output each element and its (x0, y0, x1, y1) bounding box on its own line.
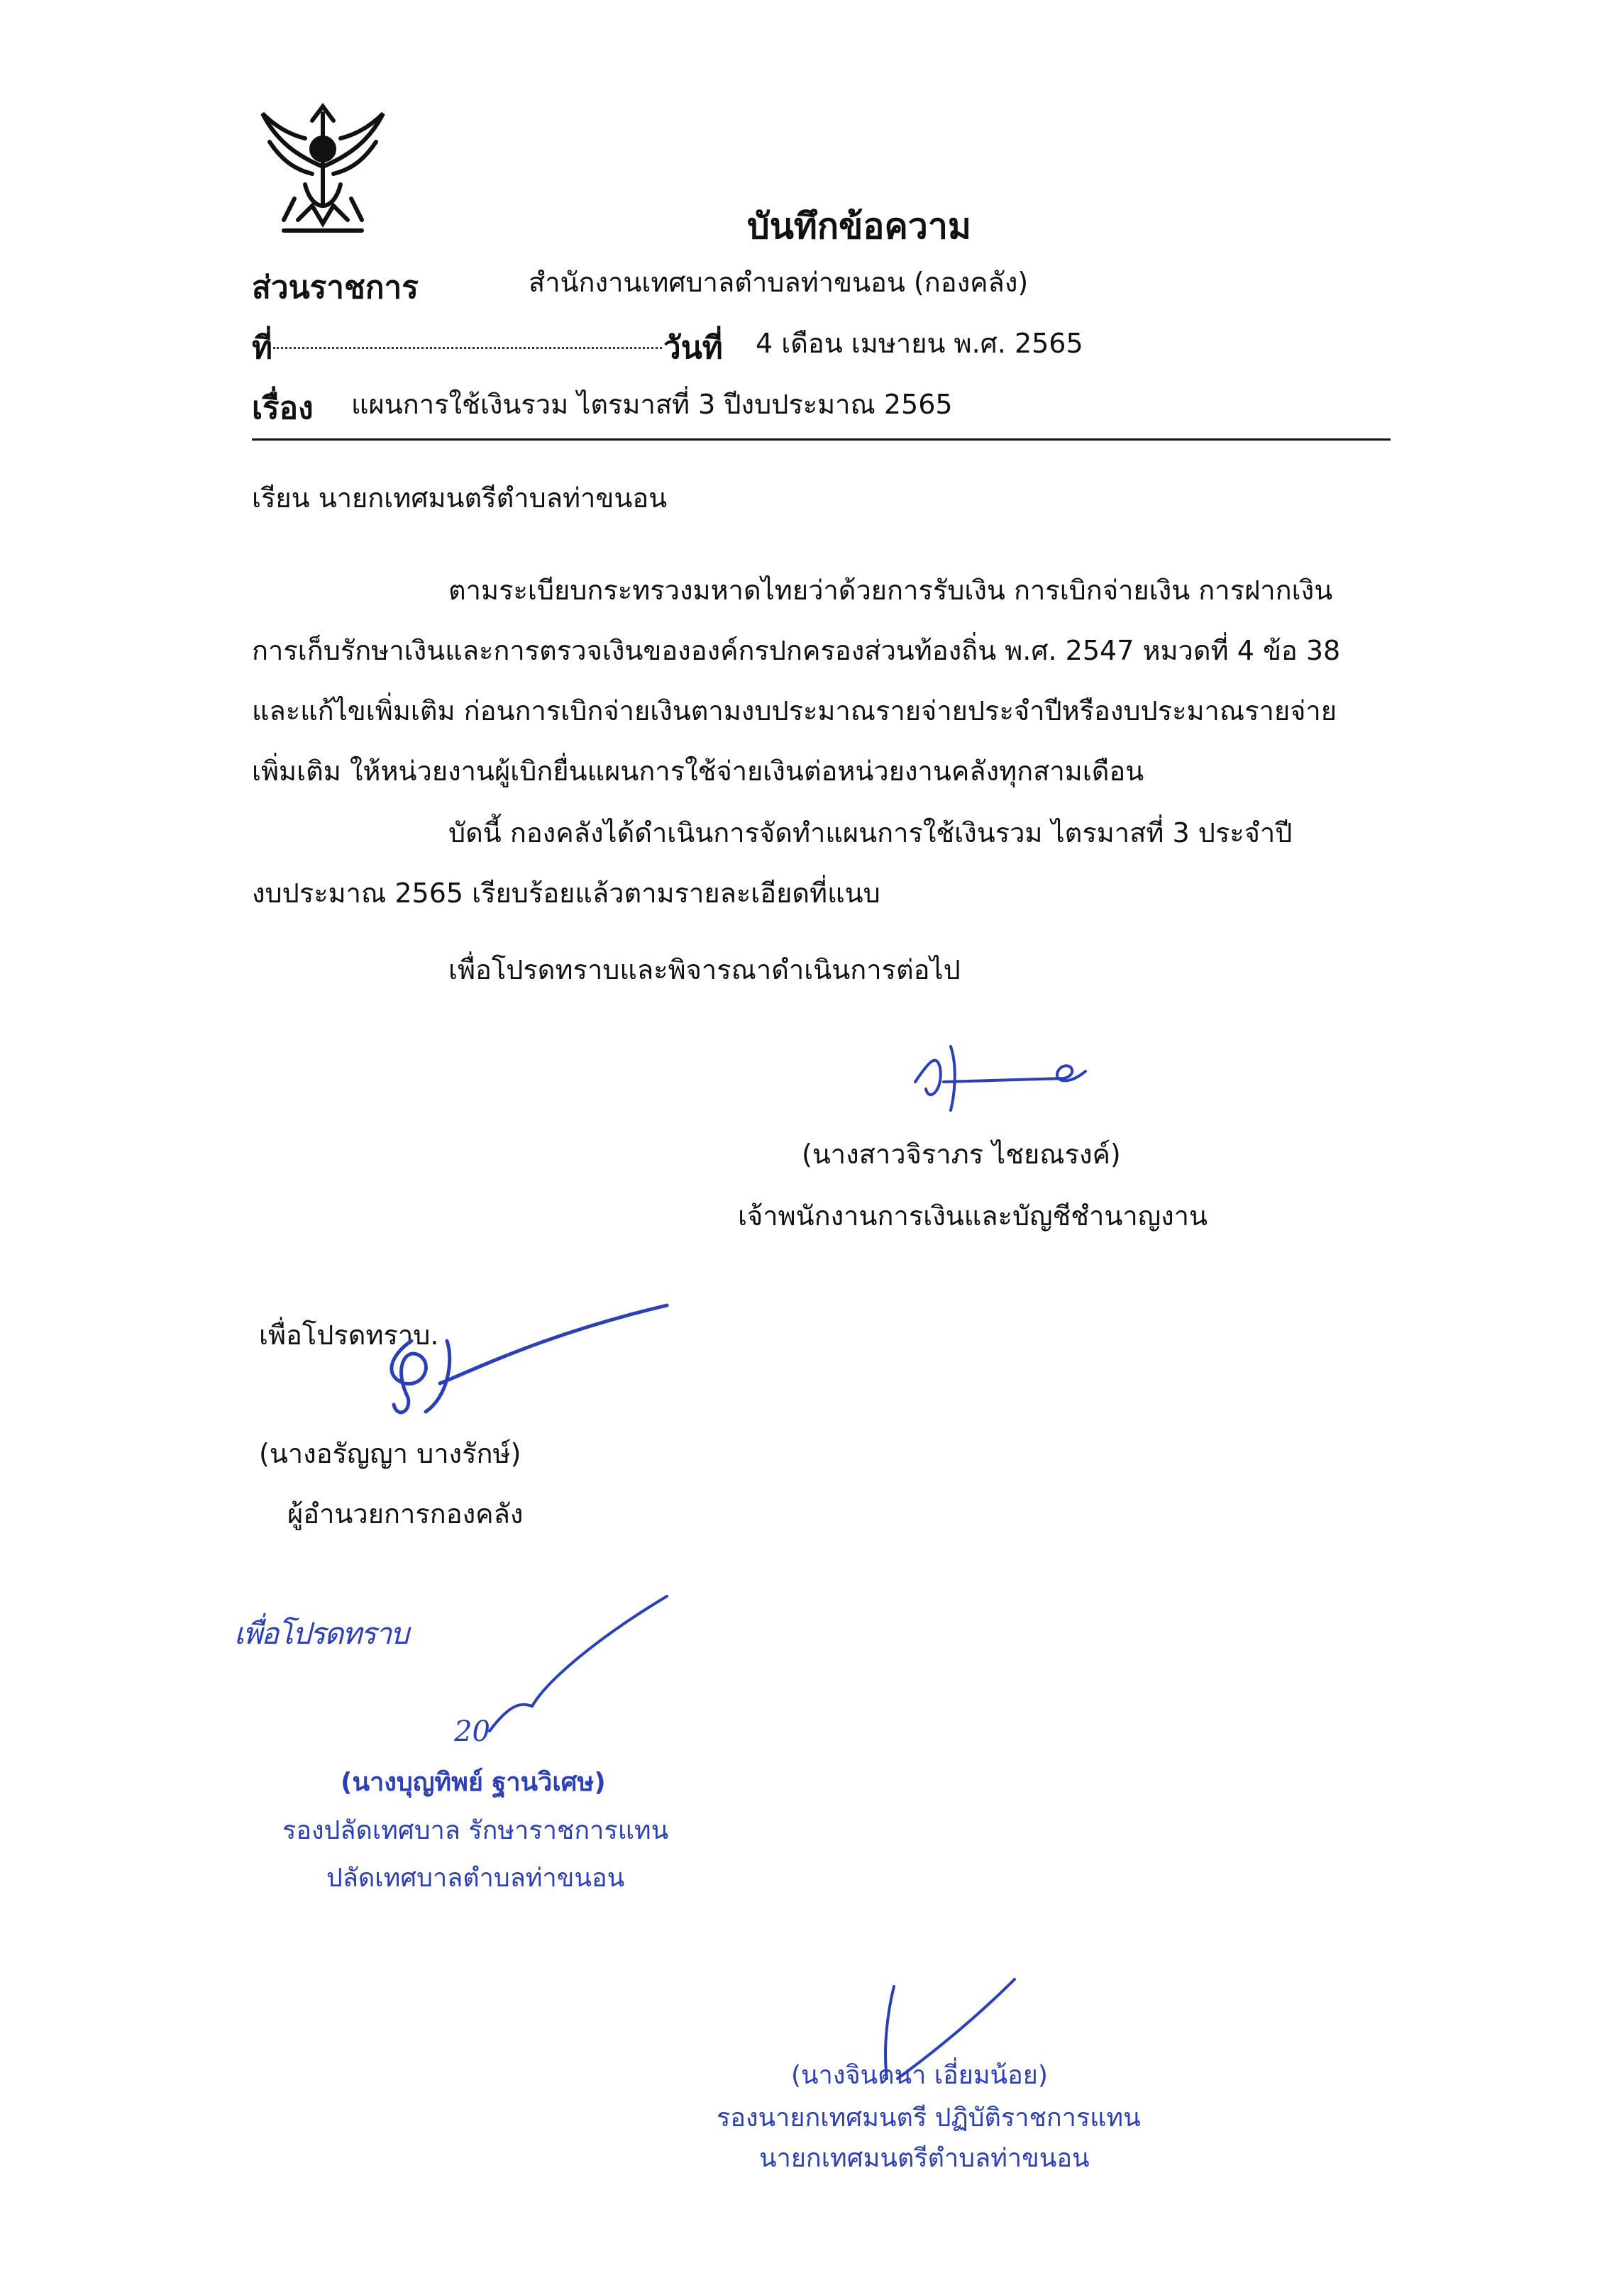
signer1-position: เจ้าพนักงานการเงินและบัญชีชำนาญงาน (738, 1200, 1208, 1232)
signer4-position-line1: รองนายกเทศมนตรี ปฏิบัติราชการแทน (717, 2103, 1141, 2133)
signer3-position-line1: รองปลัดเทศบาล รักษาราชการแทน (282, 1816, 669, 1845)
header-divider (252, 438, 1391, 441)
para2-line2: งบประมาณ 2565 เรียบร้อยแล้วตามรายละเอียดที่แนบ (252, 878, 880, 909)
salutation: เรียน นายกเทศมนตรีตำบลท่าขนอน (252, 482, 668, 514)
garuda-emblem (255, 99, 390, 241)
signer3-position-line2: ปลัดเทศบาลตำบลท่าขนอน (326, 1864, 625, 1893)
subject-value: แผนการใช้เงินรวม ไตรมาสที่ 3 ปีงบประมาณ 2565 (351, 389, 953, 420)
agency-value: สำนักงานเทศบาลตำบลท่าขนอน (กองคลัง) (529, 267, 1029, 298)
para2-line1: บัดนี้ กองคลังได้ดำเนินการจัดทำแผนการใช้เงินรวม ไตรมาสที่ 3 ประจำปี (448, 817, 1293, 848)
para1-line3: และแก้ไขเพิ่มเติม ก่อนการเบิกจ่ายเงินตามงบประมาณรายจ่ายประจำปีหรืองบประมาณรายจ่าย (252, 695, 1337, 726)
para1-line2: การเก็บรักษาเงินและการตรวจเงินขององค์กรปกครองส่วนท้องถิ่น พ.ศ. 2547 หมวดที่ 4 ข้อ 38 (252, 635, 1341, 666)
para1-line4: เพิ่มเติม ให้หน่วยงานผู้เบิกยื่นแผนการใช้จ่ายเงินต่อหน่วยงานคลังทุกสามเดือน (252, 756, 1144, 787)
closing-line: เพื่อโปรดทราบและพิจารณาดำเนินการต่อไป (448, 954, 961, 985)
signature-2 (369, 1298, 681, 1433)
signature-1 (901, 1039, 1100, 1117)
number-label: ที่ (252, 330, 273, 366)
signer1-name: (นางสาวจิราภร ไชยณรงค์) (802, 1139, 1121, 1170)
date-value: 4 เดือน เมษายน พ.ศ. 2565 (756, 328, 1083, 359)
signature-3 (397, 1596, 681, 1738)
date-label: วันที่ (663, 330, 723, 366)
signer4-name: (นางจินตนา เอี่ยมน้อย) (791, 2061, 1048, 2090)
subject-label: เรื่อง (252, 390, 314, 426)
signer4-position-line2: นายกเทศมนตรีตำบลท่าขนอน (759, 2144, 1090, 2173)
signer3-name: (นางบุญทิพย์ ฐานวิเศษ) (341, 1768, 606, 1797)
signer2-note: เพื่อโปรดทราบ. (259, 1320, 439, 1351)
signer3-number: 20 (454, 1715, 490, 1748)
agency-label: ส่วนราชการ (252, 270, 419, 306)
signer3-note: เพื่อโปรดทราบ (234, 1616, 408, 1651)
number-dotted-line (273, 323, 662, 352)
para1-line1: ตามระเบียบกระทรวงมหาดไทยว่าด้วยการรับเงิน การเบิกจ่ายเงิน การฝากเงิน (448, 575, 1333, 606)
signer2-position: ผู้อำนวยการกองคลัง (287, 1498, 524, 1530)
signer2-name: (นางอรัญญา บางรักษ์) (259, 1438, 521, 1469)
memo-title: บันทึกข้อความ (747, 205, 971, 247)
